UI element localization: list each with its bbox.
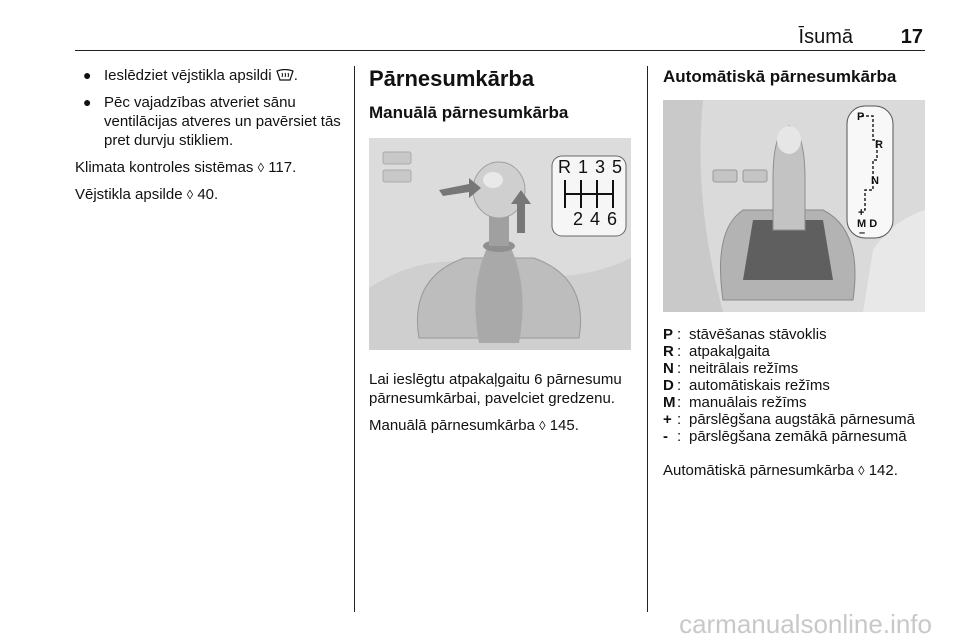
column-divider-1 xyxy=(354,66,355,612)
page-header xyxy=(75,26,925,50)
reference-arrow-icon: ◊ xyxy=(858,463,865,478)
legend-row: R : atpakaļgaita xyxy=(663,343,770,360)
gate-label-minus: – xyxy=(859,227,866,239)
bullet-item: ● Pēc vajadzības atveriet sānu ventilācijas atveres un pavērsiet tās pret durvju stikliem. xyxy=(83,94,341,149)
gear-pattern-top: R 1 3 5 xyxy=(558,157,624,177)
bullet-icon: ● xyxy=(83,67,92,83)
gate-label-md: M D xyxy=(857,218,878,230)
reference-windshield-heating[interactable]: Vējstikla apsilde ◊ 40. xyxy=(75,186,219,203)
reference-climate[interactable]: Klimata kontroles sistēmas ◊ 117. xyxy=(75,159,297,176)
column-3 xyxy=(663,66,927,488)
subsection-heading: Automātiskā pārnesumkārba xyxy=(663,67,897,86)
reference-arrow-icon: ◊ xyxy=(186,187,194,202)
manual-gearbox-figure xyxy=(369,138,631,350)
column-divider-2 xyxy=(647,66,648,612)
bullet-icon: ● xyxy=(83,94,92,110)
column-2 xyxy=(369,66,635,443)
page-number: 17 xyxy=(900,26,923,48)
automatic-gearbox-figure xyxy=(663,100,925,312)
windshield-defrost-icon xyxy=(276,69,294,81)
gate-label-plus: + xyxy=(858,207,865,219)
legend-row: D : automātiskais režīms xyxy=(663,377,830,394)
reverse-gear-instruction: Lai ieslēgtu atpakaļgaitu 6 pārnesumu pārnesumkārbai, pavelciet gredzenu. xyxy=(369,371,622,407)
reference-arrow-icon: ◊ xyxy=(257,160,265,175)
reference-arrow-icon: ◊ xyxy=(539,418,546,433)
header-rule xyxy=(75,50,925,51)
reference-manual-gearbox[interactable]: Manuālā pārnesumkārba ◊ 145. xyxy=(369,417,579,434)
legend-row: M : manuālais režīms xyxy=(663,394,807,411)
gate-label-r: R xyxy=(875,139,883,151)
watermark: carmanualsonline.info xyxy=(679,609,932,639)
column-1 xyxy=(75,66,341,212)
automatic-gearbox-illustration xyxy=(663,100,925,312)
gate-label-n: N xyxy=(871,175,879,187)
subsection-heading: Manuālā pārnesumkārba xyxy=(369,103,569,122)
reference-automatic-gearbox[interactable]: Automātiskā pārnesumkārba ◊ 142. xyxy=(663,462,898,479)
section-heading: Pārnesumkārba xyxy=(369,66,535,91)
legend-row: - : pārslēgšana zemākā pārnesumā xyxy=(663,428,907,445)
gear-pattern-bottom: 2 4 6 xyxy=(573,209,619,229)
bullet-list xyxy=(75,66,341,150)
bullet-item: ● Ieslēdziet vējstikla apsildi . xyxy=(83,67,298,84)
selector-legend xyxy=(663,326,927,445)
legend-row: P : stāvēšanas stāvoklis xyxy=(663,326,827,343)
gate-label-p: P xyxy=(857,111,865,123)
legend-row: + : pārslēgšana augstākā pārnesumā xyxy=(663,411,915,428)
legend-row: N : neitrālais režīms xyxy=(663,360,799,377)
section-title: Īsumā xyxy=(798,26,853,48)
